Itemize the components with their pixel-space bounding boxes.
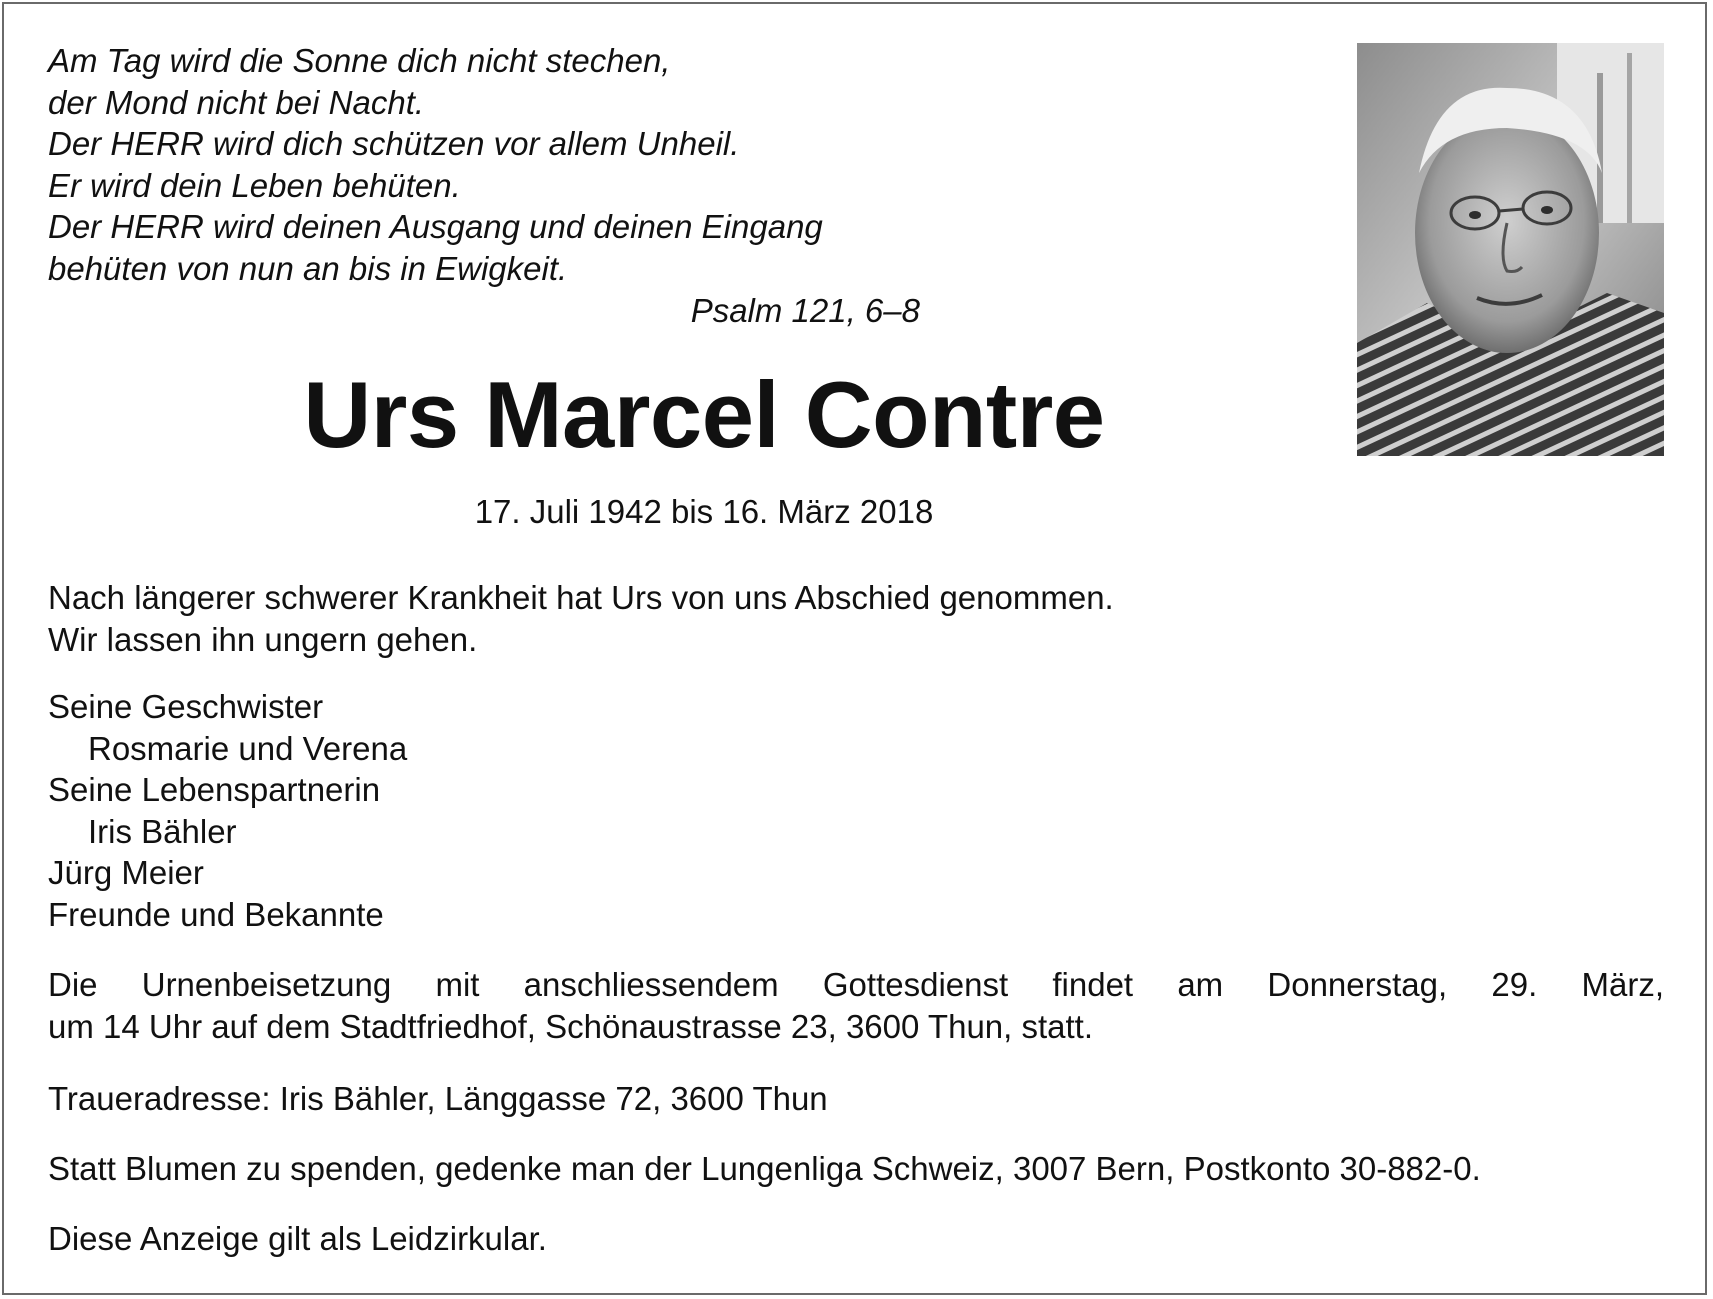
bible-verse — [48, 40, 823, 289]
mourner-entry: Seine Lebenspartnerin — [48, 771, 381, 808]
verse-line: behüten von nun an bis in Ewigkeit. — [48, 249, 568, 287]
verse-line: der Mond nicht bei Nacht. — [48, 83, 425, 121]
mourners-list — [48, 686, 407, 935]
closing-note: Diese Anzeige gilt als Leidzirkular. — [48, 1220, 547, 1257]
mourner-entry: Seine Geschwister — [48, 688, 324, 725]
intro-line: Nach längerer schwerer Krankheit hat Urs von uns Abschied genommen. — [48, 579, 1114, 616]
service-line: Die Urnenbeisetzung mit anschliessendem Gottesdienst findet am Donnerstag, 29. März, — [48, 966, 1664, 1003]
verse-line: Er wird dein Leben behüten. — [48, 166, 461, 204]
verse-source: Psalm 121, 6–8 — [690, 292, 920, 329]
mourner-entry: Freunde und Bekannte — [48, 895, 384, 933]
life-dates: 17. Juli 1942 bis 16. März 2018 — [474, 493, 934, 530]
deceased-name: Urs Marcel Contre — [303, 362, 1105, 467]
mourner-entry: Iris Bähler — [88, 812, 237, 850]
verse-line: Der HERR wird dich schützen vor allem Unheil. — [48, 125, 740, 162]
mourning-address: Traueradresse: Iris Bähler, Länggasse 72, 3600 Thun — [48, 1080, 828, 1117]
mourner-entry: Rosmarie und Verena — [88, 729, 408, 767]
portrait-photo — [1357, 43, 1664, 456]
intro-line: Wir lassen ihn ungern gehen. — [48, 620, 478, 658]
verse-line: Der HERR wird deinen Ausgang und deinen Eingang — [48, 208, 823, 245]
donation-note: Statt Blumen zu spenden, gedenke man der Lungenliga Schweiz, 3007 Bern, Postkonto 30-882-0. — [48, 1150, 1481, 1187]
service-line: um 14 Uhr auf dem Stadtfriedhof, Schönaustrasse 23, 3600 Thun, statt. — [48, 1007, 1094, 1045]
intro-text — [48, 577, 1114, 660]
service-info — [48, 964, 1664, 1047]
mourner-entry: Jürg Meier — [48, 854, 204, 891]
verse-line: Am Tag wird die Sonne dich nicht stechen, — [48, 42, 671, 79]
